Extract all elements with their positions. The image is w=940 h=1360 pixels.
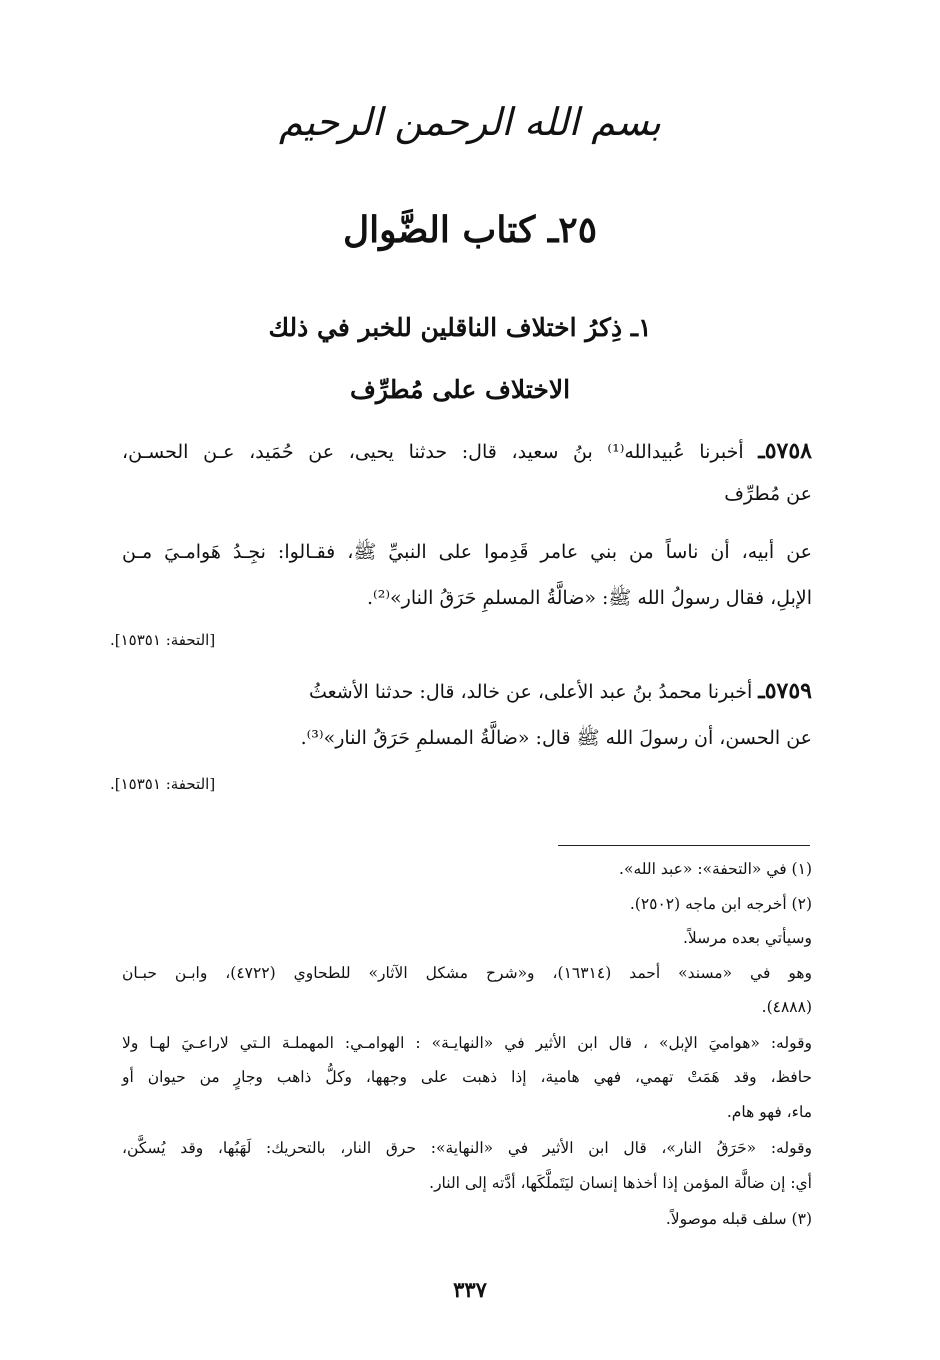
- section-subtitle: الاختلاف على مُطرِّف: [349, 375, 571, 404]
- footnote-2-note-d-line-2: أي: إن ضالَّة المؤمن إذا أخذها إنسان ليَتَملَّكَها، أدَّته إلى النار.: [429, 1174, 812, 1192]
- footnote-2-note-d-line-1: وقوله: «حَرَقُ النار»، قال ابن الأثير في «النهاية»: حرق النار، بالتحريك: لَهَبُها، وقد يُسكَّن،: [122, 1139, 812, 1157]
- hadith-5758-line-1: [122, 435, 812, 468]
- footnote-3: (٣) سلف قبله موصولاً.: [665, 1210, 812, 1228]
- footnote-1: (١) في «التحفة»: «عبد الله».: [619, 860, 812, 878]
- section-title: ١ـ ذِكرُ اختلاف الناقلين للخبر في ذلك: [268, 313, 652, 342]
- footnote-2-note-b-line-1: وهو في «مسند» أحمد (١٦٣١٤)، و«شرح مشكل الآثار» للطحاوي (٤٧٢٢)، وابـن حبـان: [122, 964, 812, 982]
- basmala-calligraphy: بسم الله الرحمن الرحيم: [279, 100, 661, 144]
- tuhfa-reference: [التحفة: ١٥٣٥١].: [110, 631, 216, 649]
- book-title: ٢٥ـ كتاب الضَّوال: [342, 209, 598, 251]
- hadith-5758-line-3: عن أبيه، أن ناساً من بني عامر قَدِموا على النبيِّ ﷺ، فقـالوا: نجِـدُ هَوامـيَ مـن: [122, 541, 812, 563]
- footnote-2-note-a: وسيأتي بعده مرسلاً.: [682, 929, 812, 947]
- hadith-5758-line-4: الإبلِ، فقال رسولُ الله ﷺ: «ضالَّةُ المسلمِ حَرَقُ النار»⁽²⁾.: [367, 587, 812, 609]
- hadith-5759-line-1: [309, 675, 812, 708]
- hadith-number: ٥٧٥٩ـ: [758, 678, 812, 704]
- hadith-number: ٥٧٥٨ـ: [758, 438, 812, 464]
- hadith-5758-line-2: عن مُطرِّف: [724, 483, 812, 505]
- footnote-2-note-c-line-1: وقوله: «هواميَ الإبل» ، قال ابن الأثير في «النهايـة» : الهوامـي: المهملـة الـتي لاراعـيَ لهـا ولا: [122, 1034, 812, 1052]
- footnote-divider: [558, 845, 810, 846]
- footnote-2-note-c-line-3: ماء، فهو هام.: [726, 1103, 812, 1121]
- footnote-2-note-c-line-2: حافظ، وقد هَمَتْ تهمي، فهي هامية، إذا ذهبت على وجهها، وكلُّ ذاهب وجارٍ من حيوان أو: [122, 1068, 812, 1086]
- hadith-5759-line-2: عن الحسن، أن رسولَ الله ﷺ قال: «ضالَّةُ المسلمِ حَرَقُ النار»⁽³⁾.: [300, 727, 812, 749]
- tuhfa-reference: [التحفة: ١٥٣٥١].: [110, 775, 216, 793]
- footnote-2: (٢) أخرجه ابن ماجه (٢٥٠٢).: [629, 895, 812, 913]
- page-number: ٣٣٧: [453, 1277, 487, 1302]
- footnote-2-note-b-line-2: (٤٨٨٨).: [761, 998, 812, 1016]
- hadith-text: أخبرنا محمدُ بنُ عبد الأعلى، عن خالد، قال: حدثنا الأشعثُ: [308, 681, 753, 703]
- hadith-text: أخبرنا عُبيدالله⁽¹⁾ بنُ سعيد، قال: حدثنا يحيى، عن حُمَيد، عـن الحسـن،: [122, 441, 744, 463]
